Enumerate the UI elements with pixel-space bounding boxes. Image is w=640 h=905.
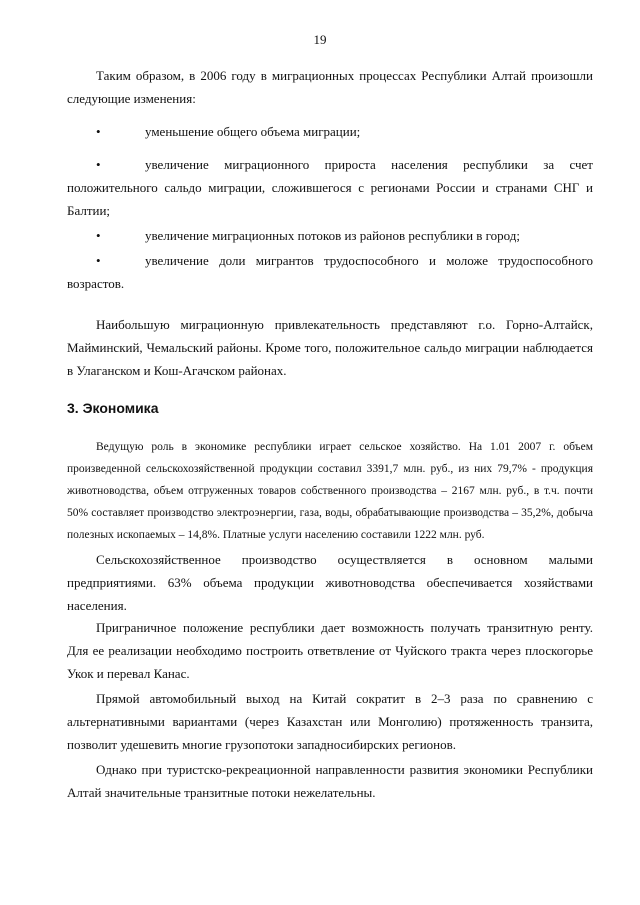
economy-paragraph: Сельскохозяйственное производство осуществляется в основном малыми предприятиями. 63% объема продукции животноводства обеспечивается хозяйствами населения. [67,552,593,613]
bullet-item [67,224,593,247]
economy-paragraph: Прямой автомобильный выход на Китай сократит в 2–3 раза по сравнению с альтернативными вариантами (через Казахстан или Монголию) протяженность транзита, позволит удешевить многие грузопотоки западносибирских регионов. [67,691,593,752]
bullet-text: увеличение доли мигрантов трудоспособного и моложе трудоспособного возрастов. [67,253,593,291]
bullet-item [67,153,593,222]
bullet-item [67,120,593,143]
bullet-icon: • [96,124,101,139]
economy-paragraph: Однако при туристско-рекреационной направленности развития экономики Республики Алтай значительные транзитные потоки нежелательны. [67,762,593,800]
page-number: 19 [313,32,327,47]
attractiveness-paragraph: Наибольшую миграционную привлекательность представляют г.о. Горно-Алтайск, Майминский, Чемальский районы. Кроме того, положительное сальдо миграции наблюдается в Улаганском и Кош-Агачском районах. [67,317,593,378]
bullet-icon: • [96,157,101,172]
economy-paragraph: Ведущую роль в экономике республики играет сельское хозяйство. На 1.01 2007 г. объем произведенной сельскохозяйственной продукции составил 3391,7 млн. руб., из них 79,7% - продукция животноводства, объем отгруженных товаров собственного производства – 2167 млн. руб., в т.ч. почти 50% составляет производство электроэнергии, газа, воды, обрабатывающие производства – 35,2%, добыча полезных ископаемых – 14,8%. Платные услуги населению составили 1222 млн. руб. [67,441,593,541]
bullet-text: увеличение миграционных потоков из районов республики в город; [145,228,521,243]
bullet-icon: • [96,228,101,243]
section-heading: 3. Экономика [67,400,159,416]
intro-paragraph: Таким образом, в 2006 году в миграционных процессах Республики Алтай произошли следующие изменения: [67,68,593,106]
bullet-item [67,249,593,295]
bullet-icon: • [96,253,101,268]
bullet-text: увеличение миграционного прироста населения республики за счет положительного сальдо миграции, сложившегося с регионами России и странами СНГ и Балтии; [67,157,593,218]
economy-paragraph: Приграничное положение республики дает возможность получать транзитную ренту. Для ее реализации необходимо построить ответвление от Чуйского тракта через плоскогорье Укок и перевал Канас. [67,620,593,681]
page-content [67,64,593,804]
bullet-text: уменьшение общего объема миграции; [145,124,361,139]
